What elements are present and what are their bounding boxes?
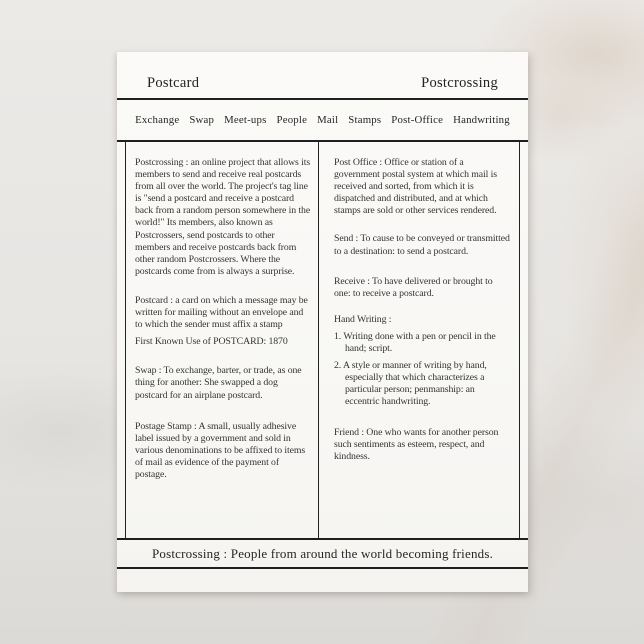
paragraph-send-definition: Send : To cause to be conveyed or transmitted to a destination: to send a postcard. — [334, 233, 510, 257]
definition-columns — [125, 142, 520, 538]
paragraph-friend-definition: Friend : One who wants for another person such sentiments as esteem, respect, and kindness. — [334, 426, 499, 462]
tag-item: Stamps — [348, 114, 382, 126]
right-column — [319, 142, 519, 538]
footer-rule-bottom — [117, 567, 528, 569]
paragraph-handwriting-item-2: 2. A style or manner of writing by hand, especially that which characterizes a particular person; penmanship: an eccentric handwriting. — [334, 360, 487, 408]
paragraph-first-known-use: First Known Use of POSTCARD: 1870 — [135, 336, 288, 348]
postcard — [117, 52, 528, 592]
tag-item: Meet-ups — [224, 114, 267, 126]
header-title-left: Postcard — [147, 75, 200, 91]
tag-item: Mail — [317, 114, 339, 126]
paragraph-receive-definition: Receive : To have delivered or brought to one: to receive a postcard. — [334, 275, 493, 299]
paragraph-postage-stamp-definition: Postage Stamp : A small, usually adhesive label issued by a government and sold in various denominations to be affixed to items of mail as evidence of the payment of postage. — [135, 420, 306, 480]
tag-item: People — [276, 114, 308, 126]
footer-tagline: Postcrossing : People from around the world becoming friends. — [151, 546, 494, 561]
paragraph-post-office-definition: Post Office : Office or station of a government postal system at which mail is received and sorted, from which it is dispatched and distributed, and at which stamps are sold or other services rendered. — [334, 157, 497, 217]
tag-item: Exchange — [135, 114, 180, 126]
tags-row — [117, 100, 528, 140]
paragraph-postcard-definition: Postcard : a card on which a message may be written for mailing without an envelope and to which the sender must affix a stamp — [135, 294, 308, 331]
postcard-header — [117, 52, 528, 98]
tag-item: Swap — [189, 114, 215, 126]
paragraph-handwriting-heading: Hand Writing : — [334, 313, 392, 325]
left-column — [126, 142, 319, 538]
paragraph-swap-definition: Swap : To exchange, barter, or trade, as one thing for another: She swapped a dog postcard for an airplane postcard. — [135, 365, 302, 401]
header-title-right: Postcrossing — [421, 75, 498, 91]
tag-item: Post-Office — [391, 114, 444, 126]
paragraph-postcrossing-definition: Postcrossing : an online project that allows its members to send and receive real postcards from all over the world. The project's tag line is "send a postcard and receive a postcard back from a random person somewhere in the world!" Its members, also known as Postcrossers, send postcards to other members and receive postcards back from other random Postcrossers. Where the postcards come from is always a surprise. — [135, 157, 311, 277]
paragraph-handwriting-item-1: 1. Writing done with a pen or pencil in the hand; script. — [334, 330, 496, 355]
tag-item: Handwriting — [453, 114, 510, 126]
